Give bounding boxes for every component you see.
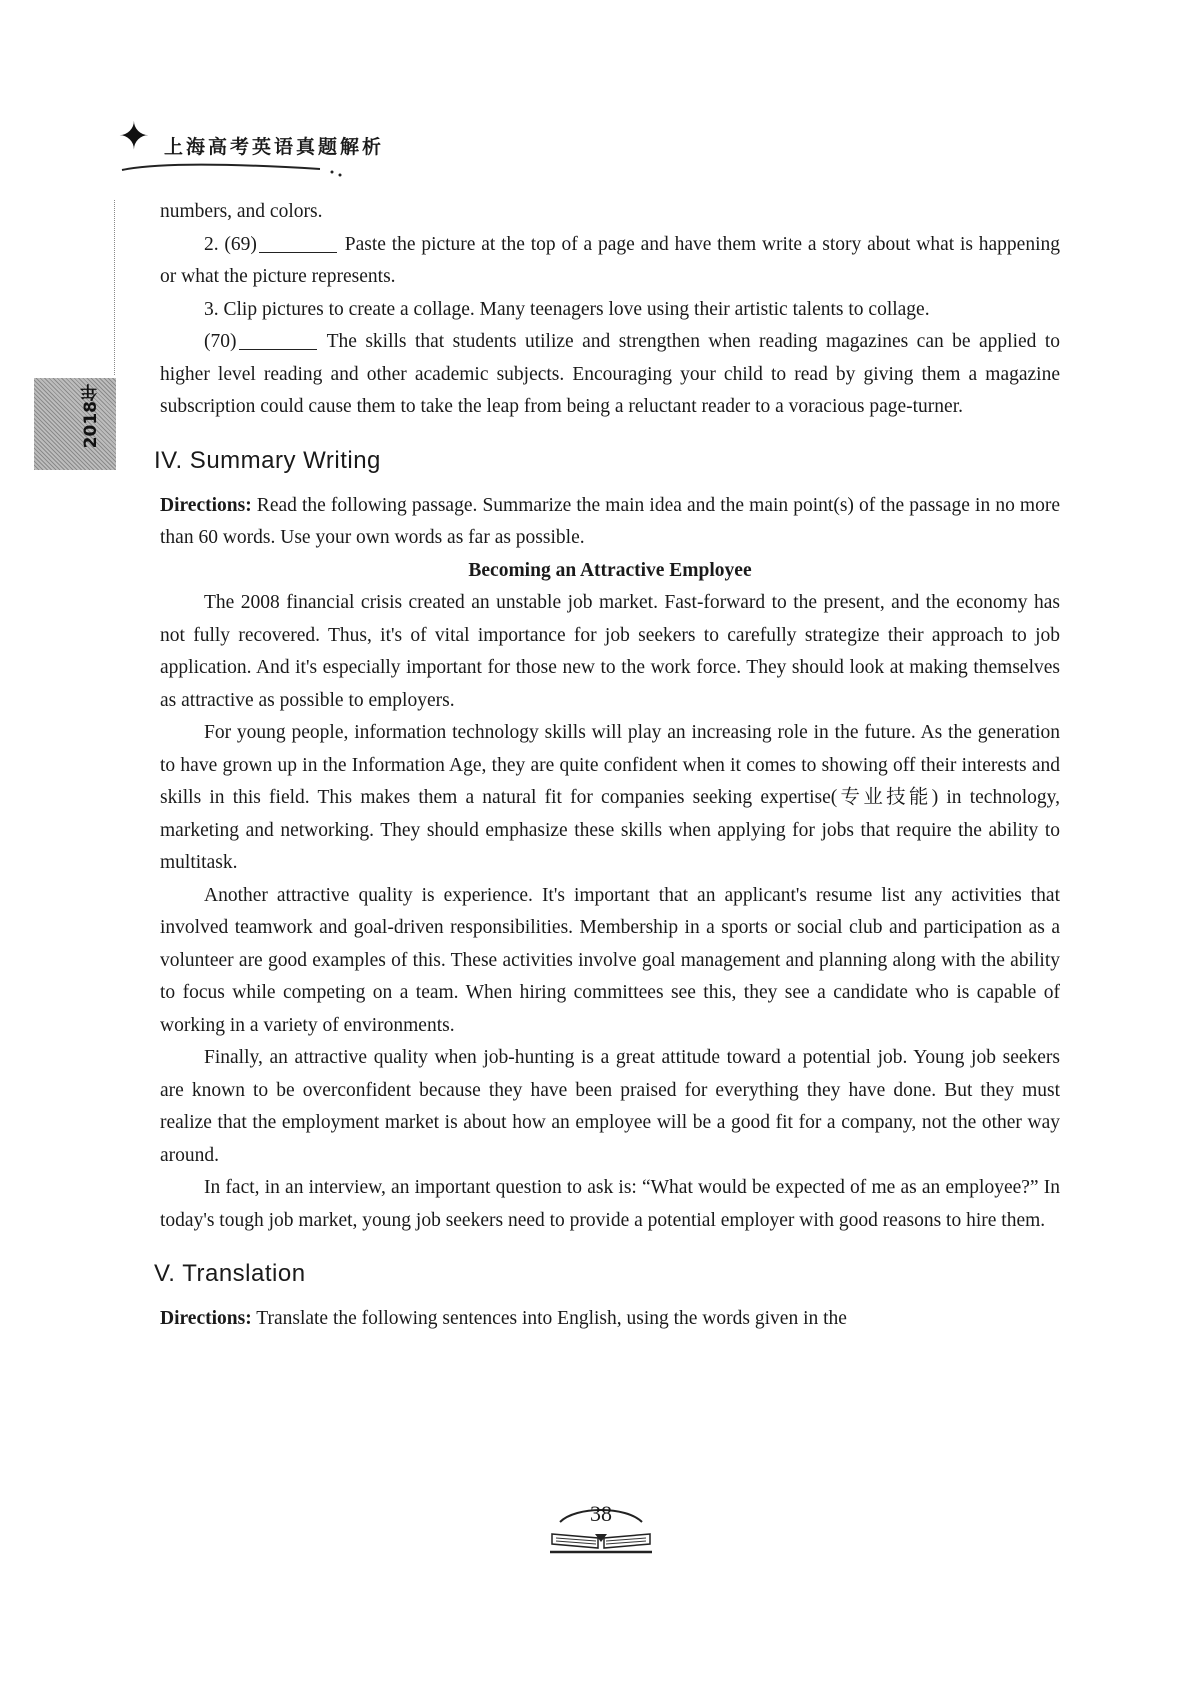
page-footer bbox=[546, 1500, 656, 1560]
margin-dotted-rule bbox=[114, 200, 115, 375]
directions-label: Directions: bbox=[160, 1308, 252, 1329]
section-heading-translation: V. Translation bbox=[154, 1260, 306, 1287]
page-number: 38 bbox=[590, 1501, 612, 1526]
passage-paragraph: The 2008 financial crisis created an unstable job market. Fast-forward to the present, and the economy has not fully recovered. Thus, it's of vital importance for job seekers to carefully strategize their approach to job application. And it's especially important for those new to the work force. They should look at making themselves as attractive as possible to employers. bbox=[160, 592, 1060, 711]
summary-directions bbox=[160, 490, 1060, 555]
header-title: 上海高考英语真题解析 bbox=[164, 136, 385, 158]
directions-text: Read the following passage. Summarize the main idea and the main point(s) of the passage in no more than 60 words. Use your own words as far as possible. bbox=[160, 494, 1060, 548]
directions-label: Directions: bbox=[160, 494, 252, 516]
item-3: 3. Clip pictures to create a collage. Many teenagers love using their artistic talents to collage. bbox=[204, 298, 930, 320]
continuation-line: numbers, and colors. bbox=[160, 201, 323, 222]
passage-paragraph: Finally, an attractive quality when job-hunting is a great attitude toward a potential job. Young job seekers are known to be overconfident because they have been praised for everything they have done. But they must realize that the employment market is about how an employee will be a good fit for a company, not the other way around. bbox=[160, 1047, 1060, 1166]
passage-paragraph: Another attractive quality is experience. It's important that an applicant's resume list any activities that involved teamwork and goal-driven responsibilities. Membership in a sports or social club and participation as a volunteer are good examples of this. These activities involve goal management and planning along with the ability to focus while competing on a team. When hiring committees see this, they see a candidate who is capable of working in a variety of environments. bbox=[160, 884, 1060, 1036]
section-heading-summary: IV. Summary Writing bbox=[154, 446, 381, 474]
year-label: 2018年 bbox=[81, 384, 101, 449]
item-69 bbox=[160, 229, 1060, 294]
directions-text: Translate the following sentences into English, using the words given in the bbox=[251, 1308, 847, 1329]
answer-blank-69[interactable] bbox=[259, 232, 337, 253]
item-69-number: 2. (69) bbox=[204, 233, 257, 255]
item-69-text: Paste the picture at the top of a page and have them write a story about what is happening or what the picture represents. bbox=[160, 233, 1060, 287]
item-70-number: (70) bbox=[204, 331, 237, 352]
passage-paragraph: For young people, information technology skills will play an increasing role in the future. As the generation to have grown up in the Information Age, they are quite confident when it comes to showing off their interests and skills in this field. This makes them a natural fit for companies seeking expertise(专业技能) in technology, marketing and networking. They should emphasize these skills when applying for jobs that require the ability to multitask. bbox=[160, 722, 1060, 873]
running-header bbox=[112, 118, 432, 178]
translation-directions bbox=[160, 1303, 1060, 1336]
passage-title: Becoming an Attractive Employee bbox=[468, 559, 752, 581]
year-side-tab bbox=[34, 378, 116, 470]
page-body bbox=[154, 196, 1060, 1336]
swoosh-decoration bbox=[120, 160, 350, 178]
star-icon: ✦ bbox=[118, 116, 150, 158]
passage-paragraph: In fact, in an interview, an important question to ask is: “What would be expected of me as an employee?” In today's tough job market, young job seekers need to provide a potential employer with good reasons to hire them. bbox=[160, 1177, 1060, 1231]
item-70 bbox=[160, 326, 1060, 424]
item-70-text: The skills that students utilize and strengthen when reading magazines can be applied to higher level reading and other academic subjects. Encouraging your child to read by giving them a magazine subscription could cause them to take the leap from being a reluctant reader to a voracious page-turner. bbox=[160, 331, 1060, 417]
answer-blank-70[interactable] bbox=[239, 329, 317, 350]
